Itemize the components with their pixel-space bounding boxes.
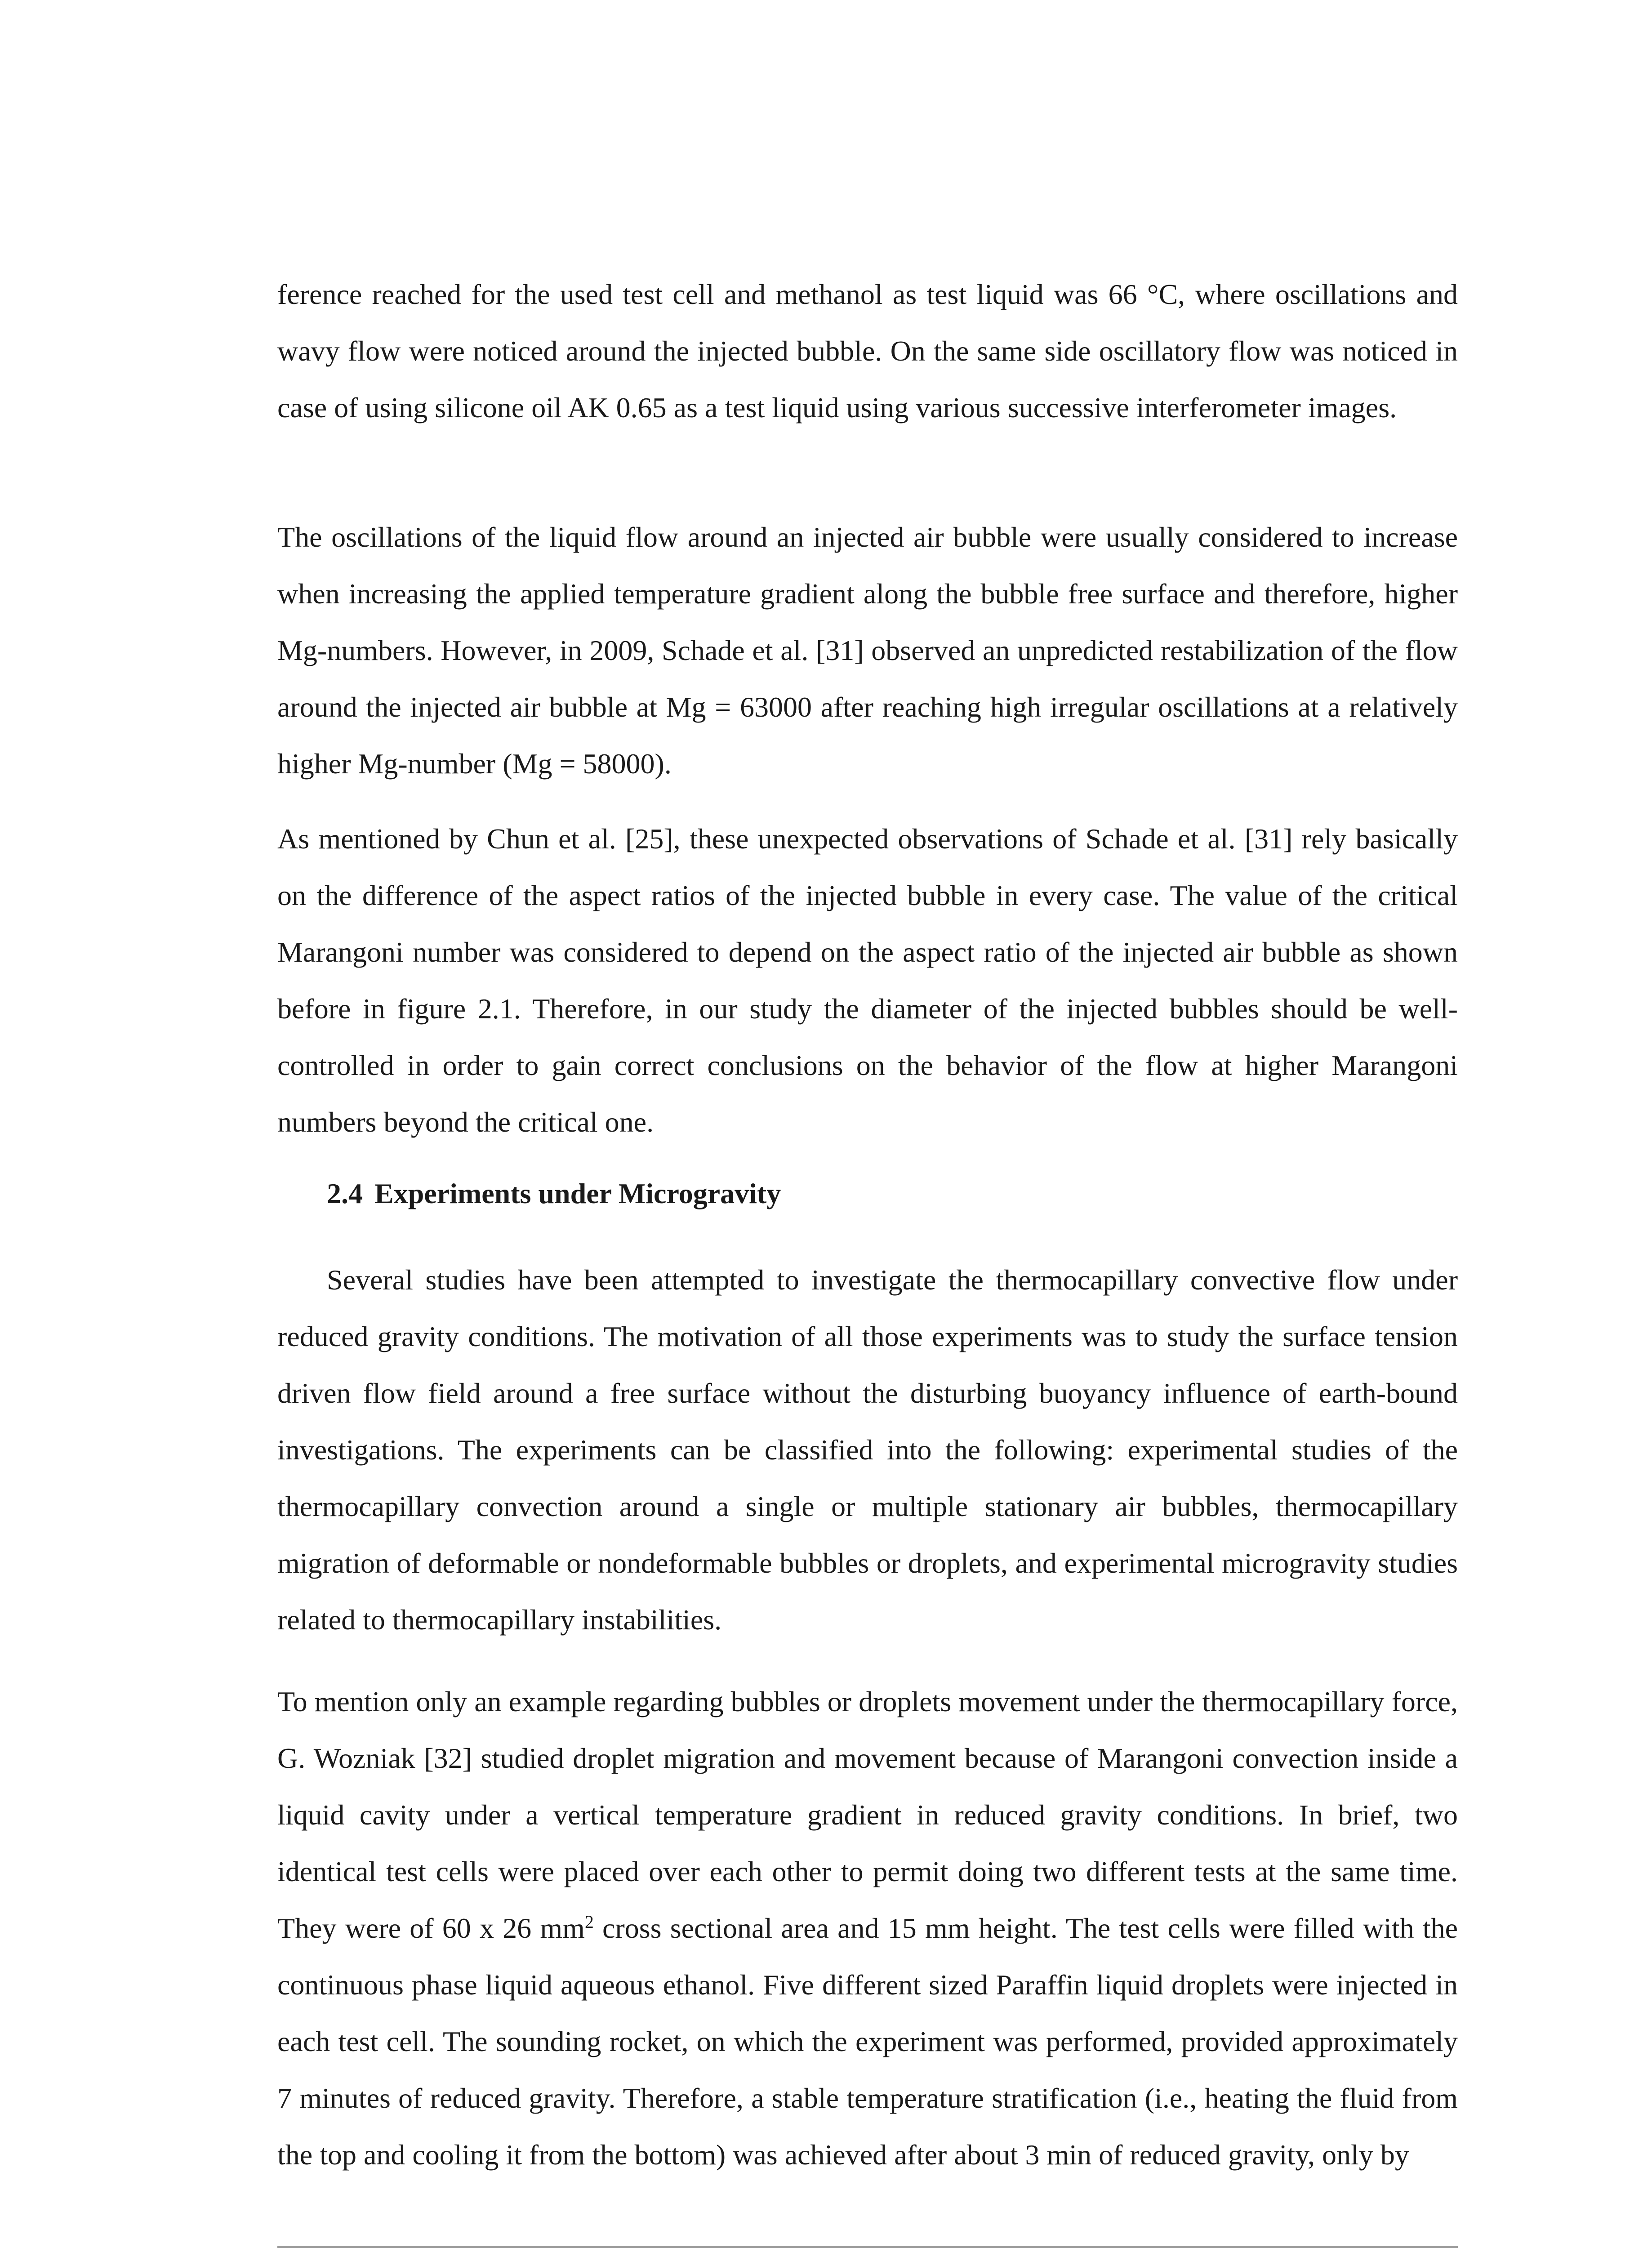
paragraph-text — [277, 1673, 1458, 2183]
paragraph-text-part: To mention only an example regarding bubbles or droplets movement under the thermocapillary force, G. Wozniak [32] studied droplet migration and movement because of Marangoni convection inside a liquid cavity under a vertical temperature gradient in reduced gravity conditions. In brief, two identical test cells were placed over each other to permit doing two different tests at the same time. They were of 60 x 26 mm — [277, 1686, 1458, 1944]
paragraph-oscillations — [277, 509, 1458, 792]
paragraph-text: Several studies have been attempted to investigate the thermocapillary convective flow under reduced gravity conditions. The motivation of all those experiments was to study the surface tension driven flow field around a free surface without the disturbing buoyancy influence of earth-bound investigations. The experiments can be classified into the following: experimental studies of the thermocapillary convection around a single or multiple stationary air bubbles, thermocapillary migration of deformable or nondeformable bubbles or droplets, and experimental microgravity studies related to thermocapillary instabilities. — [277, 1264, 1458, 1636]
paragraph-text: The oscillations of the liquid flow around an injected air bubble were usually considered to increase when increasing the applied temperature gradient along the bubble free surface and therefore, higher Mg-numbers. However, in 2009, Schade et al. [31] observed an unpredicted restabilization of the flow around the injected air bubble at Mg = 63000 after reaching high irregular oscillations at a relatively higher Mg-number (Mg = 58000). — [277, 521, 1458, 780]
paragraph-text: ference reached for the used test cell and methanol as test liquid was 66 °C, where oscillations and wavy flow were noticed around the injected bubble. On the same side oscillatory flow was noticed in case of using silicone oil AK 0.65 as a test liquid using various successive interferometer images. — [277, 278, 1458, 424]
section-heading — [327, 1169, 781, 1218]
paragraph-microgravity-intro — [277, 1252, 1458, 1648]
footer-divider — [277, 2246, 1458, 2248]
section-title: Experiments under Microgravity — [374, 1178, 781, 1209]
paragraph-continued — [277, 266, 1458, 436]
superscript: 2 — [584, 1912, 594, 1932]
section-number: 2.4 — [327, 1178, 363, 1209]
paragraph-text: As mentioned by Chun et al. [25], these unexpected observations of Schade et al. [31] rely basically on the difference of the aspect ratios of the injected bubble in every case. The value of the critical Marangoni number was considered to depend on the aspect ratio of the injected air bubble as shown before in figure 2.1. Therefore, in our study the diameter of the injected bubbles should be well-controlled in order to gain correct conclusions on the behavior of the flow at higher Marangoni numbers beyond the critical one. — [277, 823, 1458, 1138]
paragraph-wozniak — [277, 1673, 1458, 2183]
paragraph-text-part: cross sectional area and 15 mm height. The test cells were filled with the continuous phase liquid aqueous ethanol. Five different sized Paraffin liquid droplets were injected in each test cell. The sounding rocket, on which the experiment was performed, provided approximately 7 minutes of reduced gravity. Therefore, a stable temperature stratification (i.e., heating the fluid from the top and cooling it from the bottom) was achieved after about 3 min of reduced gravity, only by — [277, 1912, 1458, 2171]
paragraph-aspect-ratio — [277, 811, 1458, 1151]
